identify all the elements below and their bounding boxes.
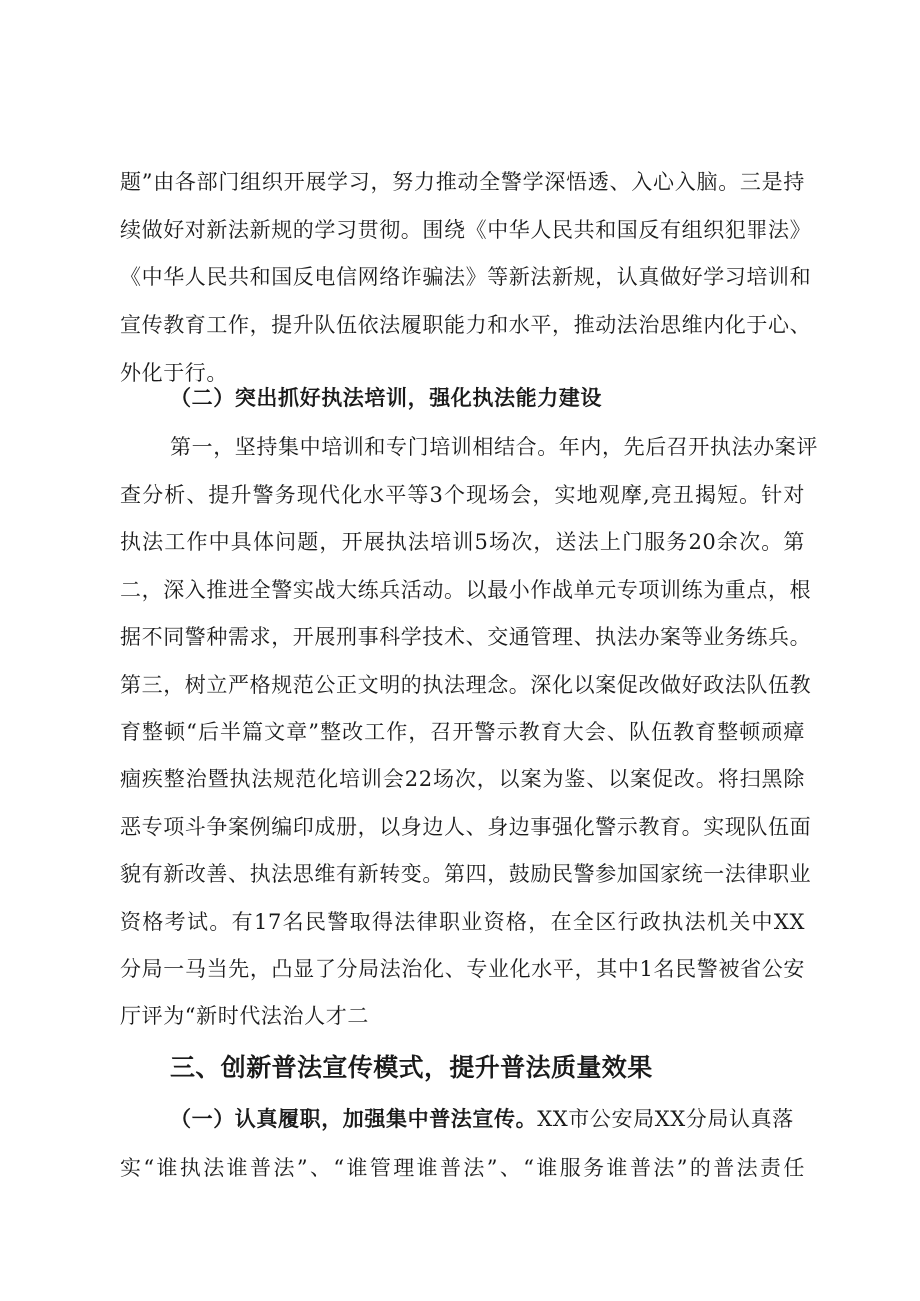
body-line: 貌有新改善、执法思维有新转变。第四，鼓励民警参加国家统一法律职业 (120, 862, 812, 886)
body-line: 执法工作中具体问题，开展执法培训5场次，送法上门服务20余次。第 (120, 530, 805, 554)
body-line: 恶专项斗争案例编印成册，以身边人、身边事强化警示教育。实现队伍面 (120, 815, 812, 839)
body-line: 二，深入推进全警实战大练兵活动。以最小作战单元专项训练为重点，根 (120, 578, 812, 602)
body-line: 厅评为“新时代法治人才二 (120, 1004, 369, 1028)
subsection-heading: （二）突出抓好执法培训，强化执法能力建设 (170, 385, 602, 410)
body-line: 外化于行。 (120, 361, 228, 385)
body-line: 第一，坚持集中培训和专门培训相结合。年内，先后召开执法办案评 (170, 435, 818, 459)
body-line: 查分析、提升警务现代化水平等3个现场会，实地观摩,亮丑揭短。针对 (120, 483, 805, 507)
subsection-lead-text: XX市公安局XX分局认真落 (537, 1107, 794, 1131)
section-title: 三、创新普法宣传模式，提升普法质量效果 (170, 1053, 653, 1082)
body-line: 《中华人民共和国反电信网络诈骗法》等新法新规，认真做好学习培训和 (120, 265, 812, 289)
body-line: 第三，树立严格规范公正文明的执法理念。深化以案促改做好政法队伍教 (120, 673, 812, 697)
body-line: 资格考试。有17名民警取得法律职业资格，在全区行政执法机关中XX (120, 910, 805, 934)
body-line: 痼疾整治暨执法规范化培训会22场次，以案为鉴、以案促改。将扫黑除 (120, 767, 805, 791)
body-line: 育整顿“后半篇文章”整改工作，召开警示教育大会、队伍教育整顿顽瘴 (120, 720, 805, 744)
subsection-paragraph-first-line (170, 1104, 920, 1134)
body-line: 题”由各部门组织开展学习，努力推动全警学深悟透、入心入脑。三是持 (120, 170, 805, 194)
body-line: 据不同警种需求，开展刑事科学技术、交通管理、执法办案等业务练兵。 (120, 625, 812, 649)
body-line: 分局一马当先，凸显了分局法治化、专业化水平，其中1名民警被省公安 (120, 957, 805, 981)
body-line: 实“谁执法谁普法”、“谁管理谁普法”、“谁服务谁普法”的普法责任 (120, 1156, 805, 1180)
body-line: 宣传教育工作，提升队伍依法履职能力和水平，推动法治思维内化于心、 (120, 313, 812, 337)
subsection-lead-in: （一）认真履职，加强集中普法宣传。 (170, 1106, 538, 1131)
body-line: 续做好对新法新规的学习贯彻。围绕《中华人民共和国反有组织犯罪法》 (120, 218, 812, 242)
